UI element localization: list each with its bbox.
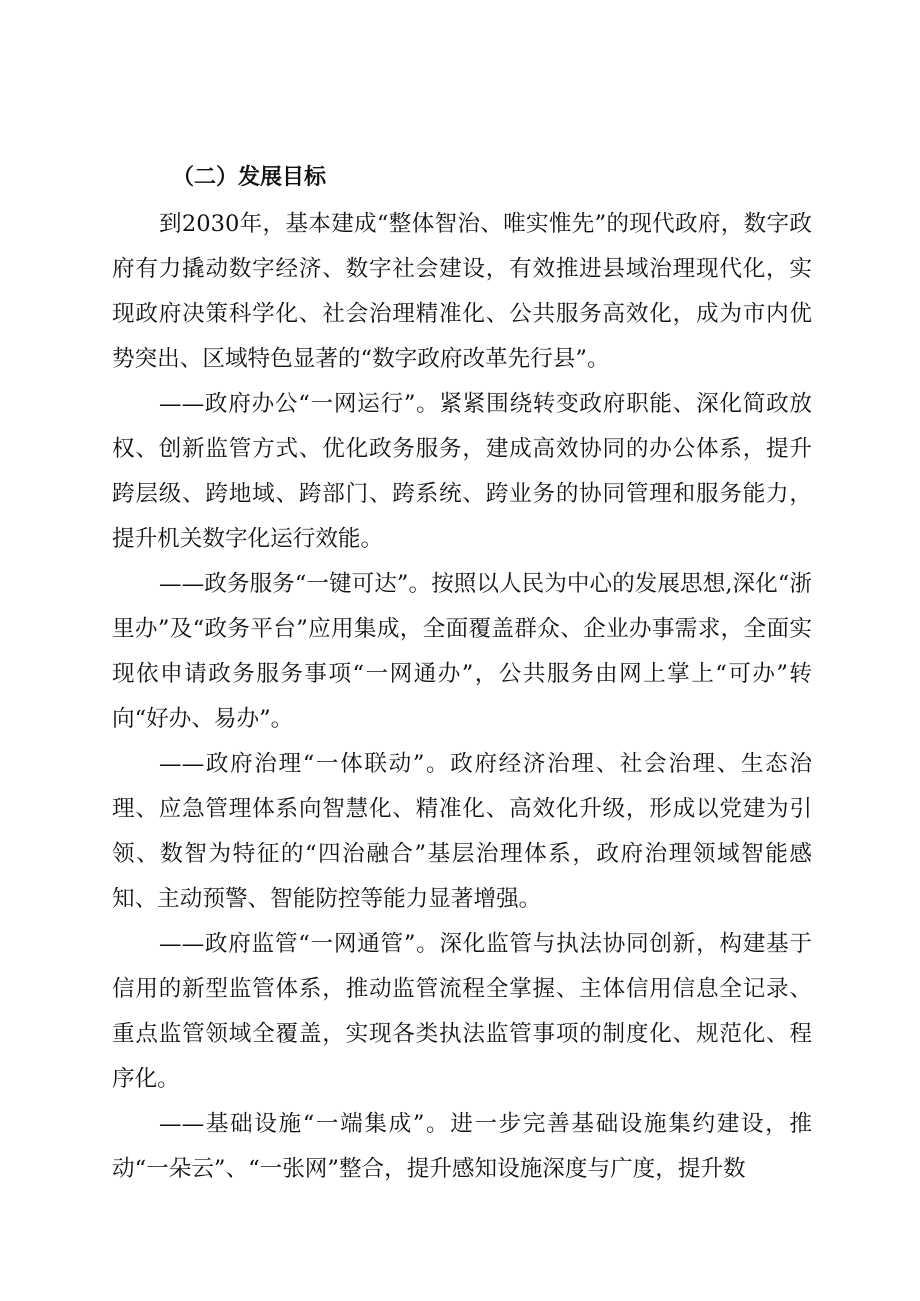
paragraph-government-governance: ——政府治理“一体联动”。政府经济治理、社会治理、生态治理、应急管理体系向智慧化、精准化、高效化升级，形成以党建为引领、数智为特征的“四治融合”基层治理体系，政府治理领域智能感知、主动预警、智能防控等能力显著增强。 [112, 751, 812, 912]
document-body [112, 202, 812, 1192]
paragraph-government-services: ——政务服务“一键可达”。按照以人民为中心的发展思想,深化“浙里办”及“政务平台”应用集成，全面覆盖群众、企业办事需求，全面实现依申请政务服务事项“一网通办”，公共服务由网上掌上“可办”转向“好办、易办”。 [112, 571, 812, 732]
section-heading: （二）发展目标 [172, 165, 327, 190]
paragraph-infrastructure: ——基础设施“一端集成”。进一步完善基础设施集约建设，推动“一朵云”、“一张网”整合，提升感知设施深度与广度，提升数 [112, 1111, 812, 1182]
paragraph-overall-goal: 到2030年，基本建成“整体智治、唯实惟先”的现代政府，数字政府有力撬动数字经济、数字社会建设，有效推进县域治理现代化，实现政府决策科学化、社会治理精准化、公共服务高效化，成为市内优势突出、区域特色显著的“数字政府改革先行县”。 [112, 211, 812, 372]
paragraph-government-office: ——政府办公“一网运行”。紧紧围绕转变政府职能、深化简政放权、创新监管方式、优化政务服务，建成高效协同的办公体系，提升跨层级、跨地域、跨部门、跨系统、跨业务的协同管理和服务能力，提升机关数字化运行效能。 [112, 391, 812, 552]
paragraph-government-supervision: ——政府监管“一网通管”。深化监管与执法协同创新，构建基于信用的新型监管体系，推动监管流程全掌握、主体信用信息全记录、重点监管领域全覆盖，实现各类执法监管事项的制度化、规范化、程序化。 [112, 931, 812, 1092]
